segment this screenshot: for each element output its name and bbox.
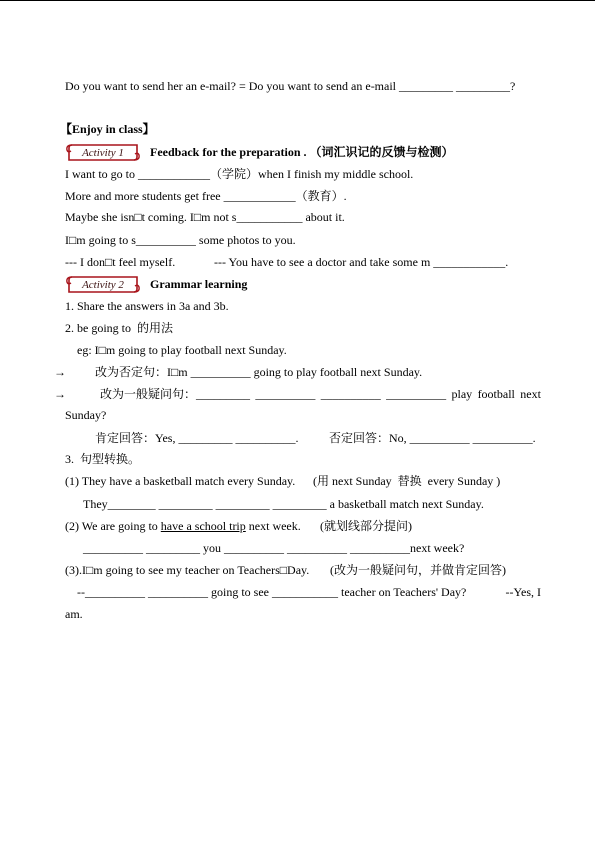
question-task: [100, 387, 541, 401]
question-token: __________: [320, 387, 381, 401]
grammar-step-3: 3. 句型转换。: [65, 452, 141, 466]
activity-2-badge: [65, 274, 141, 294]
exercise-2-underlined-phrase: have a school trip: [160, 519, 246, 533]
exercise-3-answer-line: --__________ __________ going to see ___________ teacher on Teachers' Day?: [77, 585, 467, 599]
exercise-2-answer-line: __________ _________ you __________ __________ __________next week?: [83, 541, 465, 555]
negative-short-answer: 否定回答：No, __________ __________.: [329, 431, 536, 445]
dialogue-line-a: --- I don□t feel myself.: [65, 255, 176, 269]
exercise-1-instruction: (用 next Sunday 替换 every Sunday ): [313, 474, 501, 488]
exercise-3-reply-start: --Yes, I: [505, 585, 541, 599]
activity-2-badge-label: Activity 2: [82, 279, 124, 291]
positive-short-answer: 肯定回答：Yes, _________ __________.: [95, 431, 299, 445]
exercise-3-reply-end: am.: [65, 607, 83, 621]
vocab-item: More and more students get free ____________（教育）.: [65, 189, 347, 203]
question-token: football: [477, 387, 515, 401]
vocab-item: I want to go to ____________（学院）when I finish my middle school.: [65, 167, 414, 181]
top-sentence: Do you want to send her an e-mail? = Do you want to send an e-mail _________ _________?: [65, 79, 516, 93]
question-token: __________: [255, 387, 316, 401]
exercise-2-prompt-before: (2) We are going to: [65, 519, 161, 533]
negative-task: 改为否定句：I□m __________ going to play football next Sunday.: [95, 365, 423, 379]
question-token: __________: [386, 387, 447, 401]
activity-1-heading: Feedback for the preparation . （词汇识记的反馈与检测）: [150, 145, 454, 159]
exercise-2-prompt-after: next week.: [245, 519, 301, 533]
arrow-icon: →: [54, 365, 66, 379]
vocab-item: Maybe she isn□t coming. I□m not s___________ about it.: [65, 210, 345, 224]
question-task-continuation: Sunday?: [65, 408, 107, 422]
question-token: 改为一般疑问句：_________: [100, 387, 251, 401]
exercise-2-instruction: (就划线部分提问): [320, 519, 412, 533]
exercise-3-prompt: (3).I□m going to see my teacher on Teachers□Day.: [65, 563, 310, 577]
grammar-example: eg: I□m going to play football next Sunday.: [77, 343, 287, 357]
grammar-step-2: 2. be going to 的用法: [65, 321, 173, 335]
grammar-step-1: 1. Share the answers in 3a and 3b.: [65, 299, 229, 313]
question-token: next: [520, 387, 541, 401]
arrow-icon: →: [54, 387, 66, 401]
vocab-item: I□m going to s__________ some photos to you.: [65, 233, 296, 247]
question-token: play: [451, 387, 473, 401]
section-title: 【Enjoy in class】: [60, 122, 155, 136]
activity-1-badge: [65, 142, 141, 162]
activity-1-badge-label: Activity 1: [82, 147, 124, 159]
exercise-2-prompt: [65, 519, 301, 533]
page-top-rule: [0, 0, 595, 1]
exercise-3-instruction: (改为一般疑问句，并做肯定回答): [330, 563, 506, 577]
exercise-1-prompt: (1) They have a basketball match every Sunday.: [65, 474, 296, 488]
dialogue-line-b: --- You have to see a doctor and take some m ____________.: [214, 255, 509, 269]
activity-2-heading: Grammar learning: [150, 277, 248, 291]
exercise-1-answer-line: They________ _________ _________ _________ a basketball match next Sunday.: [83, 497, 484, 511]
